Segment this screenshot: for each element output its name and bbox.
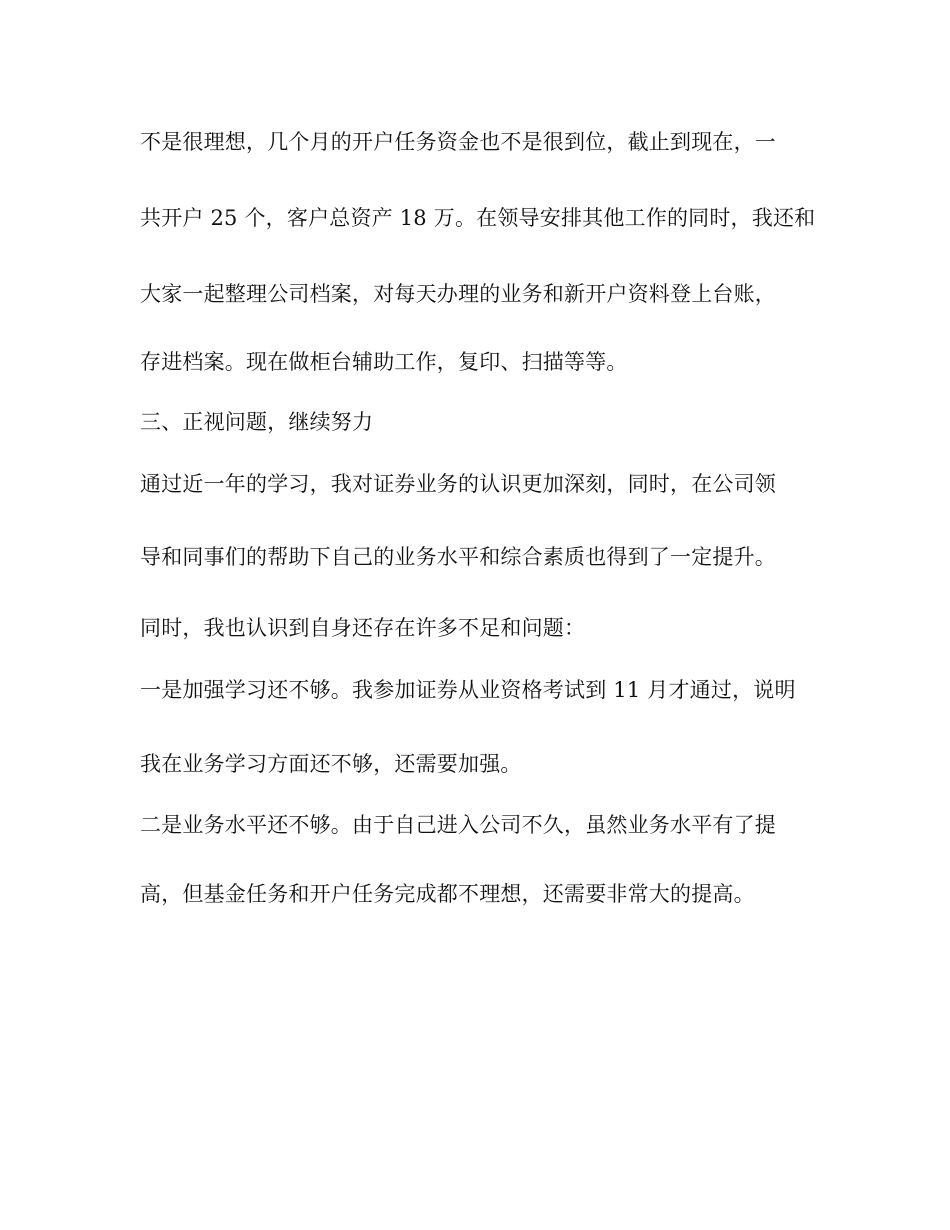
paragraph-line: 高，但基金任务和开户任务完成都不理想，还需要非常大的提高。 bbox=[140, 882, 755, 906]
paragraph-line: 存进档案。现在做柜台辅助工作，复印、扫描等等。 bbox=[140, 350, 628, 374]
section-heading: 三、正视问题，继续努力 bbox=[140, 410, 374, 434]
paragraph-line: 大家一起整理公司档案，对每天办理的业务和新开户资料登上台账， bbox=[140, 282, 776, 306]
paragraph-line: 共开户 25 个，客户总资产 18 万。在领导安排其他工作的同时，我还和 bbox=[140, 206, 816, 230]
paragraph-line: 通过近一年的学习，我对证券业务的认识更加深刻，同时，在公司领 bbox=[140, 472, 776, 496]
paragraph-line: 一是加强学习还不够。我参加证券从业资格考试到 11 月才通过，说明 bbox=[140, 678, 796, 702]
paragraph-line: 同时，我也认识到自身还存在许多不足和问题： bbox=[140, 616, 586, 640]
paragraph-line: 我在业务学习方面还不够，还需要加强。 bbox=[140, 752, 522, 776]
paragraph-line: 二是业务水平还不够。由于自己进入公司不久，虽然业务水平有了提 bbox=[140, 813, 776, 837]
paragraph-line: 导和同事们的帮助下自己的业务水平和综合素质也得到了一定提升。 bbox=[140, 545, 776, 569]
paragraph-line: 不是很理想，几个月的开户任务资金也不是很到位，截止到现在，一 bbox=[140, 130, 776, 154]
